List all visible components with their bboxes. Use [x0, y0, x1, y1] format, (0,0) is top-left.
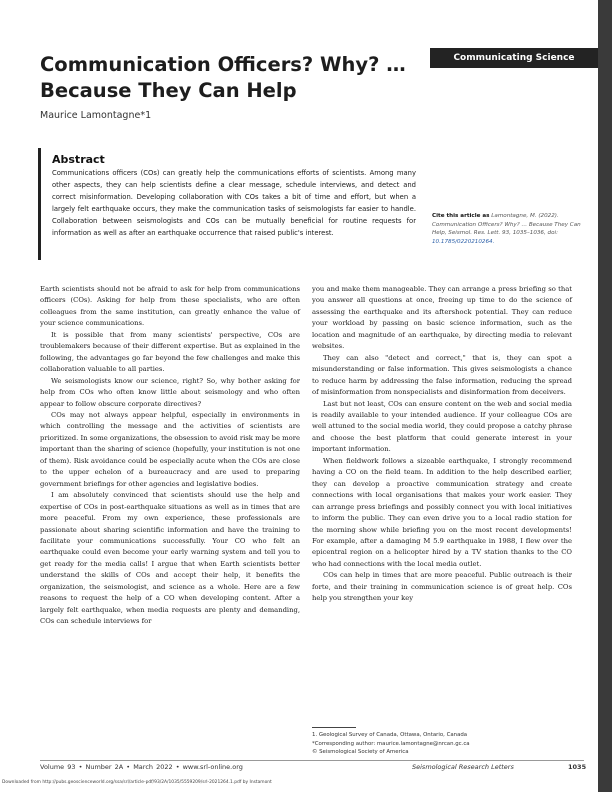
page-edge-strip [598, 0, 612, 792]
footnote-affiliation: 1. Geological Survey of Canada, Ottawa, Ontario, Canada [312, 732, 468, 738]
body-paragraph: I am absolutely convinced that scientists should use the help and expertise of COs in post-earthquake situations as well as in times that are more peaceful. From my own experience, these professionals are passionate about sharing scientific information and have the training to facilitate your communications successfully. Your CO who felt an earthquake could even become your early warning system and tell you to get ready for the media calls! I argue that when Earth scientists better understand the skills of COs and accept their help, it benefits the organization, the seismologist, and science as a whole. Here are a few reasons to request the help of a CO when developing content. After a largely felt earthquake, when media requests are plenty and demanding, COs can schedule interviews for [40, 491, 300, 626]
abstract-heading: Abstract [52, 153, 105, 166]
footnote-rule [312, 727, 356, 728]
cite-label: Cite this article as [432, 213, 490, 219]
footer-rule [40, 760, 584, 761]
section-tab: Communicating Science [430, 48, 598, 68]
body-paragraph: COs may not always appear helpful, especially in environments in which controlling the message and the activities of scientists are prioritized. In some organizations, the obsession to avoid risk may be more important than the sharing of science (hopefully, your institution is not one of them). Risk avoidance could be especially acute when the COs are close to the upper echelon of a bureaucracy and are used to preparing government briefings for other agencies and legislative bodies. [40, 410, 300, 488]
abstract-text: Communications officers (COs) can greatly help the communications efforts of scientists. Among many other aspects, they can help scientists define a clear message, schedule interviews, and detect and correct misinformation. Developing collaboration with COs takes a bit of time and effort, but when a largely felt earthquake occurs, they make the communication tasks of seismologists far easier to handle. Collaboration between seismologists and COs can be mutually beneficial for routine requests for information as well as after an earthquake occurrence that raised public's interest. [52, 169, 416, 237]
cite-box [432, 212, 582, 246]
download-note: Downloaded from http://pubs.geoscienceworld.org/ssa/srl/article-pdf/93/2A/1035/5559209/srl-2021264.1.pdf by Instamont [2, 780, 272, 785]
body-paragraph: you and make them manageable. They can arrange a press briefing so that you answer all questions at once, freeing up time to do the science of assessing the earthquake and its aftershock potential. They can reduce your workload by passing on basic science information, such as the location and magnitude of an earthquake, by directing media to relevant websites. [312, 285, 572, 351]
body-paragraph: COs can help in times that are more peaceful. Public outreach is their forte, and their training in communication science is of great help. COs help you strengthen your key [312, 571, 572, 603]
article-title: Communication Officers? Why? … Because They Can Help [40, 53, 406, 102]
body-paragraph: When fieldwork follows a sizeable earthquake, I strongly recommend having a CO on the field team. In addition to the help described earlier, they can develop a proactive communication strategy and create connections with local organisations that makes your work easier. They can arrange press briefings and possibly connect you with local initiatives to inform the public. They can even drive you to a local radio station for the morning show while briefing you on the most recent developments! For example, after a damaging M 5.9 earthquake in 1988, I flew over the epicentral region on a helicopter hired by a TV station thanks to the CO who had connections with the local media outlet. [312, 456, 572, 568]
page-number: 1035 [568, 763, 587, 771]
body-column-left [40, 284, 300, 628]
doi-link[interactable]: 10.1785/0220210264. [432, 238, 495, 245]
body-paragraph: We seismologists know our science, right? So, why bother asking for help from COs who often know little about seismology and who often appear to follow obscure corporate directives? [40, 376, 300, 408]
footer-issue-info: Volume 93 • Number 2A • March 2022 • www.srl-online.org [40, 763, 243, 771]
body-paragraph: Earth scientists should not be afraid to ask for help from communications officers (COs). Asking for help from these specialists, who are often colleagues from the same institution, can greatly enhance the value of your science communications. [40, 285, 300, 328]
body-paragraph: It is possible that from many scientists' perspective, COs are troublemakers because of their different expertise. But as explained in the following, the advantages go far beyond the few challenges and make this collaboration valuable to all parties. [40, 330, 300, 374]
author-name: Maurice Lamontagne*1 [40, 110, 152, 121]
footnotes [312, 731, 572, 757]
footnote-corresponding: *Corresponding author: maurice.lamontagne@nrcan.gc.ca [312, 740, 470, 747]
body-paragraph: They can also "detect and correct," that is, they can spot a misunderstanding or false information. This gives seismologists a chance to reduce harm by addressing the false information, reducing the spread of misinformation from nonspecialists and disinformation from deceivers. [312, 353, 572, 397]
footnote-copyright: © Seismological Society of America [312, 749, 409, 756]
body-column-right [312, 284, 572, 605]
footer-journal-name: Seismological Research Letters [412, 763, 514, 771]
body-paragraph: Last but not least, COs can ensure content on the web and social media is readily available to your intended audience. If your colleague COs are well attuned to the social media world, they could propose a catchy phrase and choose the best platform that could generate interest in your important information. [312, 399, 572, 454]
cite-body: Lamontagne, M. (2022). Communication Officers? Why? … Because They Can Help, Seismol. Res. Lett. 93, 1035–1036, doi: [432, 213, 581, 237]
